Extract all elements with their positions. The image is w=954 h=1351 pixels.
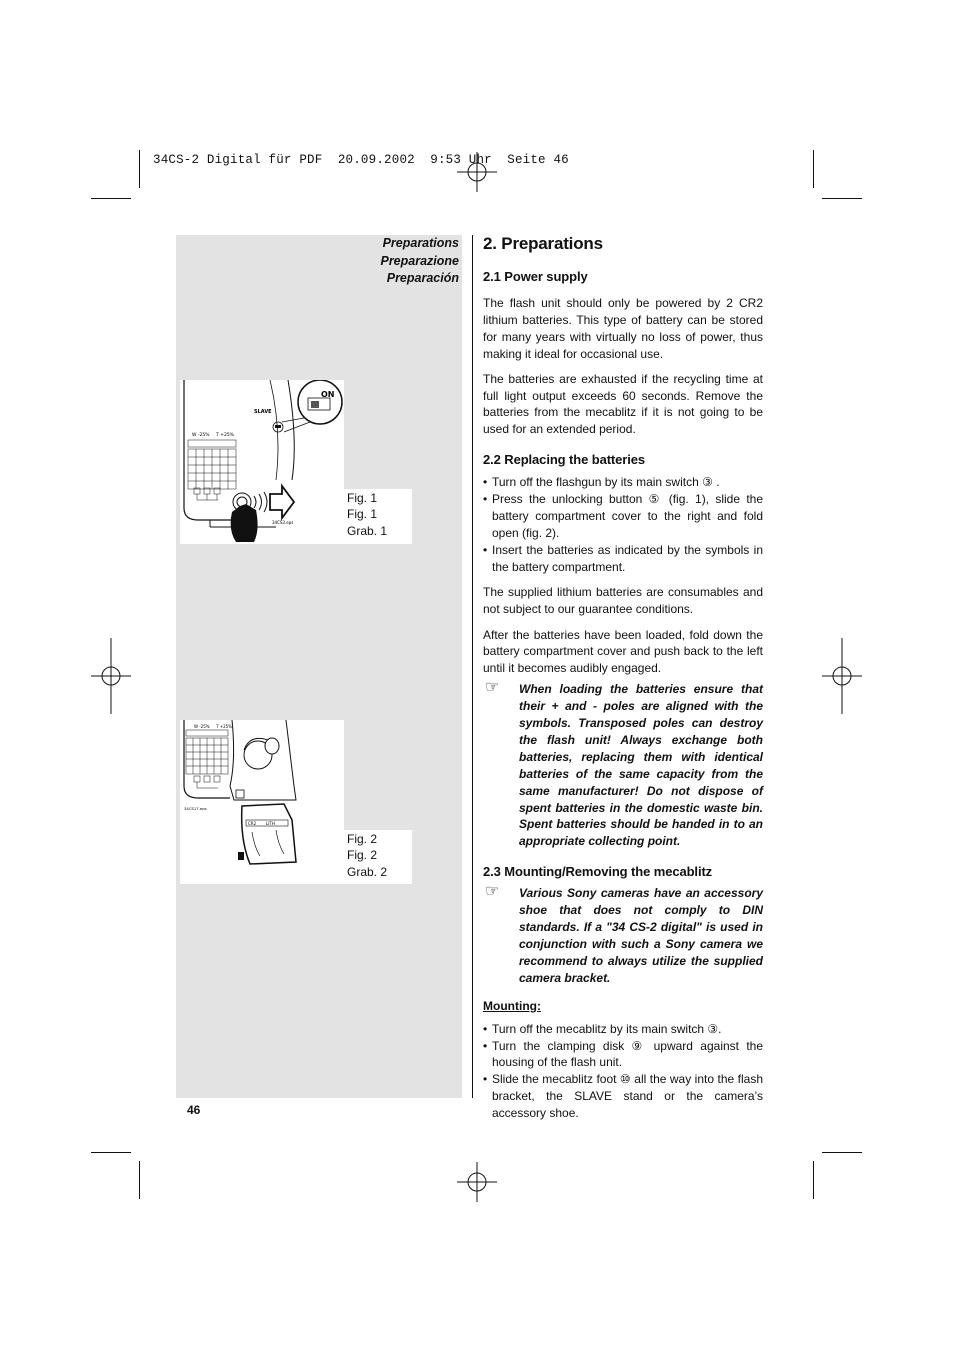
pointing-hand-icon: ☞ [485,679,500,697]
fig1-label-t: T +25% [216,433,234,438]
caption-line: Fig. 1 [347,491,378,505]
section-heading: 2.2 Replacing the batteries [483,452,646,468]
section-label-en: Preparations [382,236,459,250]
sidebar [176,235,462,1098]
page-number: 46 [187,1103,201,1117]
section-heading: 2.1 Power supply [483,269,588,284]
main-content [483,232,763,1130]
list-item: • Slide the mecablitz foot ⑩ all the way into the flash bracket, the SLAVE stand or the camera’s accessory shoe. [483,1071,763,1122]
sidebar-section-labels [380,235,459,288]
caption-line: Fig. 2 [347,848,378,863]
note-text: When loading the batteries ensure that their + and - poles are aligned with the symbols. Transposed poles can destroy the flash unit! Always exchange both batteries, replacing them with identical batteries of the same capacity from the same manufacturer! Do not dispose of spent batteries in the domestic waste bin. Spent batteries should be handed in to an appropriate collecting point. [519,682,763,849]
registration-mark-icon [822,638,862,714]
figure-1-caption [343,489,412,544]
caption-line: Fig. 2 [347,832,378,846]
crop-mark [813,150,814,188]
caption-line: Fig. 1 [347,507,378,522]
caption-line: Grab. 1 [347,523,388,538]
paragraph: The batteries are exhausted if the recycling time at full light output exceeds 60 seconds. Remove the batteries from the mecablitz if it is not going to be used for an extended period. [483,371,763,437]
section-label-es: Preparación [386,271,459,285]
registration-mark-icon [91,638,131,714]
warning-note [483,681,763,850]
crop-mark [139,1161,140,1199]
fig1-on-label: ON [321,390,335,399]
subheading-mounting: Mounting: [483,998,541,1013]
list-item: • Press the unlocking button ⑤ (fig. 1), slide the battery compartment cover to the right and fold open (fig. 2). [483,491,763,542]
crop-mark [813,1161,814,1199]
figure-2 [180,720,344,884]
fig1-label-w: W -25% [192,433,210,438]
list-item: • Turn off the flashgun by its main switch ③ . [483,474,763,491]
crop-mark [822,198,862,199]
paragraph: After the batteries have been loaded, fold down the battery compartment cover and push back to the left until it becomes audibly engaged. [483,627,763,676]
paragraph: The supplied lithium batteries are consumables and not subject to our guarantee conditions. [483,584,763,616]
crop-mark [139,150,140,188]
bullet-list [483,474,763,575]
registration-mark-icon [457,1162,497,1202]
flash-unit-battery-compartment-diagram-icon [180,720,344,884]
paragraph: The flash unit should only be powered by 2 CR2 lithium batteries. This type of battery can be stored for many years with virtually no loss of power, thus making it ideal for occasional use. [483,296,763,361]
print-header: 34CS-2 Digital für PDF 20.09.2002 9:53 Uhr Seite 46 [153,153,569,167]
crop-mark [822,1152,862,1153]
fig2-label-t: T +25% [216,724,232,729]
flash-unit-battery-cover-diagram-icon [180,380,344,544]
column-divider [472,235,473,1098]
page-title: 2. Preparations [483,234,603,253]
section-label-it: Preparazione [380,253,459,268]
warning-note [483,885,763,986]
figure-1 [180,380,344,544]
fig2-label-w: W -25% [194,724,210,729]
figure-2-caption [343,830,412,884]
fig2-code: 34CS17.eps [184,806,207,811]
list-item: • Turn off the mecablitz by its main switch ③. [483,1021,763,1038]
pointing-hand-icon: ☞ [485,883,500,901]
section-heading: 2.3 Mounting/Removing the mecablitz [483,864,713,880]
list-item: • Turn the clamping disk ⑨ upward against the housing of the flash unit. [483,1038,763,1072]
fig1-code: 34CS3.eps [272,520,294,525]
caption-line: Grab. 2 [347,864,388,879]
fig1-slave-label: SLAVE [254,409,272,415]
crop-mark [91,1152,131,1153]
fig2-lith-label: LITH [266,821,275,826]
crop-mark [91,198,131,199]
bullet-list [483,1021,763,1122]
fig2-cr2-label: CR2 [248,821,257,826]
list-item: • Insert the batteries as indicated by the symbols in the battery compartment. [483,542,763,576]
note-text: Various Sony cameras have an accessory shoe that does not comply to DIN standards. If a "34 CS-2 digital" is used in conjunction with such a Sony camera we recommend to always utilize the supplied camera bracket. [519,886,763,985]
